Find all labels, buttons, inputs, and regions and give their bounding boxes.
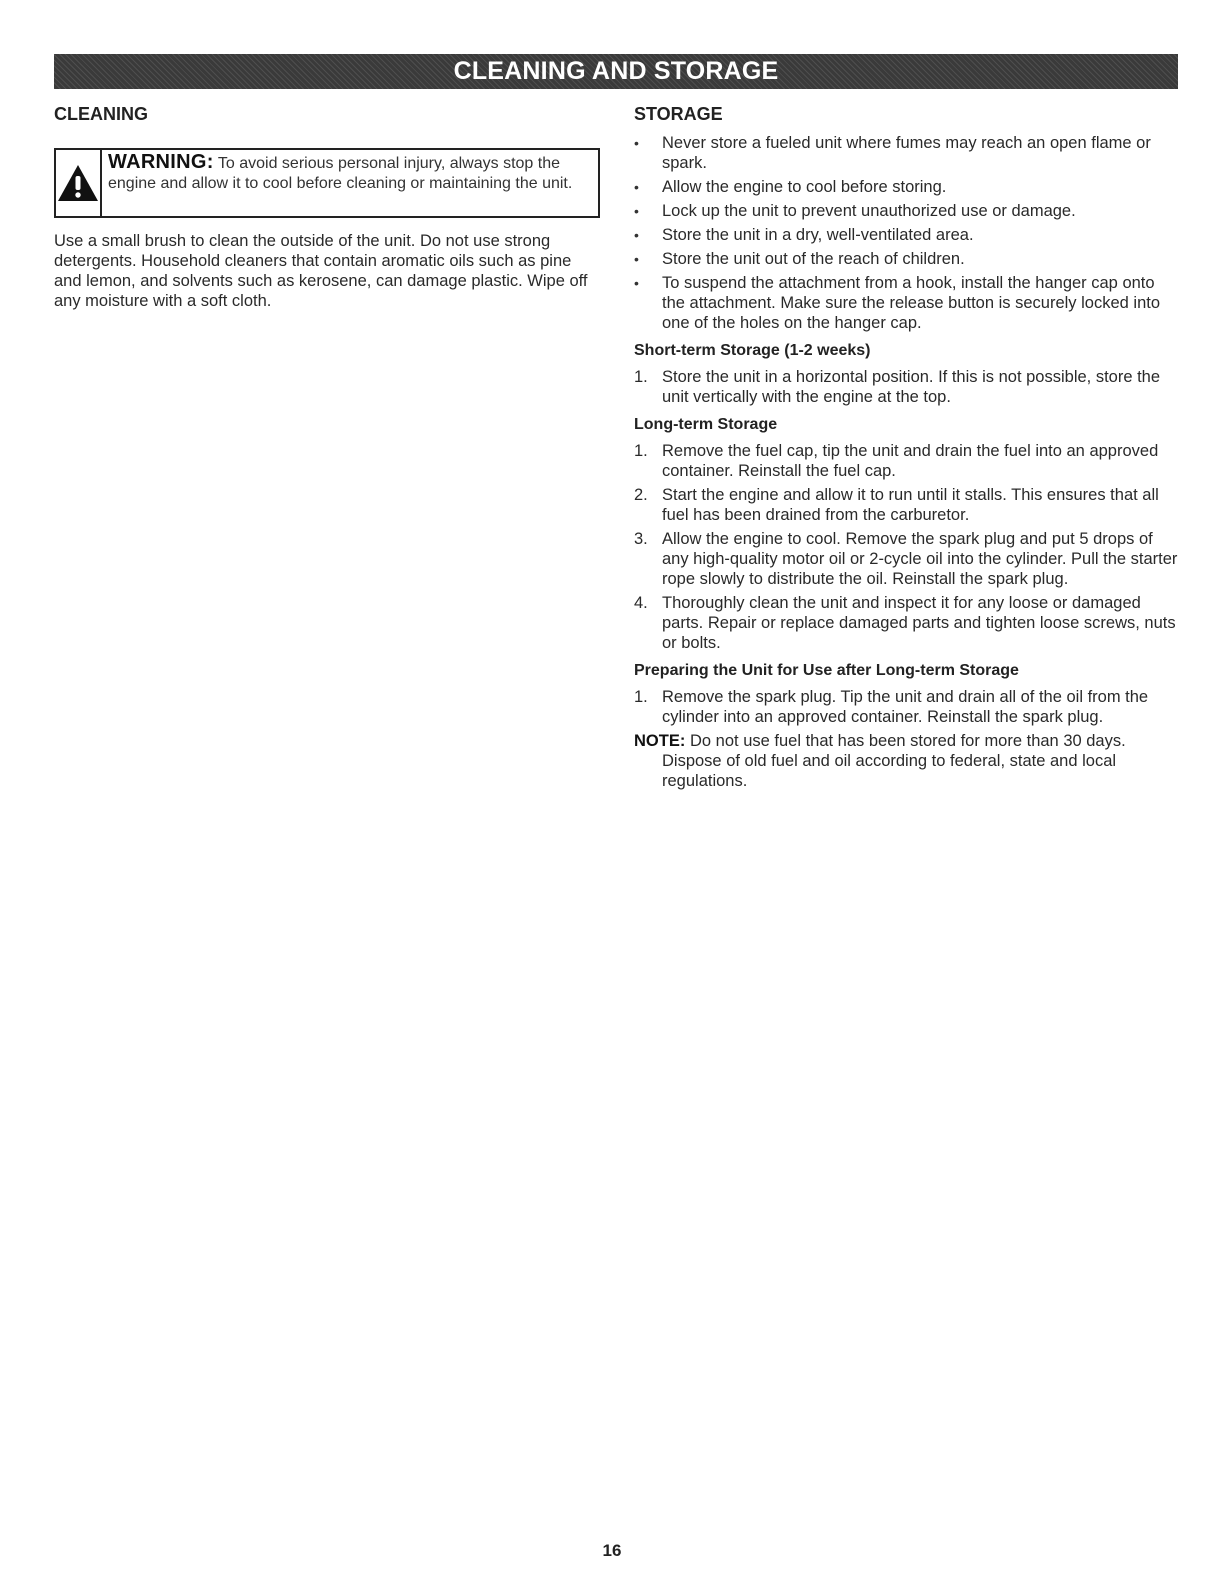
- note-label: NOTE:: [634, 732, 686, 750]
- step-text: Remove the fuel cap, tip the unit and drain the fuel into an approved container. Reinstall the fuel cap.: [662, 442, 1159, 480]
- step-number: 1.: [634, 688, 648, 706]
- step-item: [634, 485, 1180, 525]
- step-item: [634, 687, 1180, 727]
- warning-text: [102, 150, 598, 216]
- after-long-term-steps: [634, 687, 1180, 727]
- step-number: 4.: [634, 594, 648, 612]
- warning-icon-cell: [56, 150, 102, 216]
- storage-column: [634, 104, 1180, 791]
- step-text: Thoroughly clean the unit and inspect it for any loose or damaged parts. Repair or replace damaged parts and tighten loose screws, nuts or bolts.: [662, 594, 1176, 652]
- list-item: • Allow the engine to cool before storing.: [634, 177, 1180, 197]
- step-text: Store the unit in a horizontal position. If this is not possible, store the unit vertically with the engine at the top.: [662, 368, 1161, 406]
- note: [634, 731, 1180, 791]
- step-item: [634, 367, 1180, 407]
- step-text: Allow the engine to cool. Remove the spark plug and put 5 drops of any high-quality motor oil or 2-cycle oil into the cylinder. Pull the starter rope slowly to distribute the oil. Reinstall the spark plug.: [662, 530, 1178, 588]
- note-text: Do not use fuel that has been stored for more than 30 days. Dispose of old fuel and oil according to federal, state and local regulations.: [662, 732, 1126, 790]
- warning-message: To avoid serious personal injury, always stop the engine and allow it to cool before cleaning or maintaining the unit.: [108, 155, 573, 192]
- long-term-heading: Long-term Storage: [634, 416, 778, 433]
- list-item: • Store the unit out of the reach of children.: [634, 249, 1180, 269]
- step-number: 1.: [634, 368, 648, 386]
- step-item: [634, 593, 1180, 653]
- step-text: Start the engine and allow it to run until it stalls. This ensures that all fuel has been drained from the carburetor.: [662, 486, 1159, 524]
- list-item: • Never store a fueled unit where fumes may reach an open flame or spark.: [634, 133, 1180, 173]
- list-item: • Store the unit in a dry, well-ventilated area.: [634, 225, 1180, 245]
- after-long-term-heading: Preparing the Unit for Use after Long-term Storage: [634, 662, 1019, 679]
- long-term-steps: [634, 441, 1180, 653]
- cleaning-column: [54, 104, 600, 328]
- cleaning-instructions: Use a small brush to clean the outside of the unit. Do not use strong detergents. Household cleaners that contain aromatic oils such as pine and lemon, and solvents such as kerosene, can damage plastic. Wipe off any moisture with a soft cloth.: [54, 232, 588, 310]
- storage-bullet-list: [634, 133, 1180, 333]
- step-item: [634, 441, 1180, 481]
- short-term-heading: Short-term Storage (1-2 weeks): [634, 342, 871, 359]
- page-number: 16: [602, 1541, 622, 1560]
- warning-box: [54, 148, 600, 218]
- section-banner: [54, 54, 1178, 89]
- warning-label: WARNING:: [108, 151, 214, 173]
- warning-triangle-icon: [56, 163, 100, 203]
- banner-title: CLEANING AND STORAGE: [453, 57, 779, 85]
- storage-heading: STORAGE: [634, 104, 723, 124]
- list-item: • Lock up the unit to prevent unauthorized use or damage.: [634, 201, 1180, 221]
- step-number: 2.: [634, 486, 648, 504]
- step-item: [634, 529, 1180, 589]
- cleaning-heading: CLEANING: [54, 104, 148, 124]
- short-term-steps: [634, 367, 1180, 407]
- step-text: Remove the spark plug. Tip the unit and drain all of the oil from the cylinder into an approved container. Reinstall the spark plug.: [662, 688, 1149, 726]
- step-number: 3.: [634, 530, 648, 548]
- step-number: 1.: [634, 442, 648, 460]
- list-item: • To suspend the attachment from a hook, install the hanger cap onto the attachment. Make sure the release button is securely locked into one of the holes on the hanger cap.: [634, 273, 1180, 333]
